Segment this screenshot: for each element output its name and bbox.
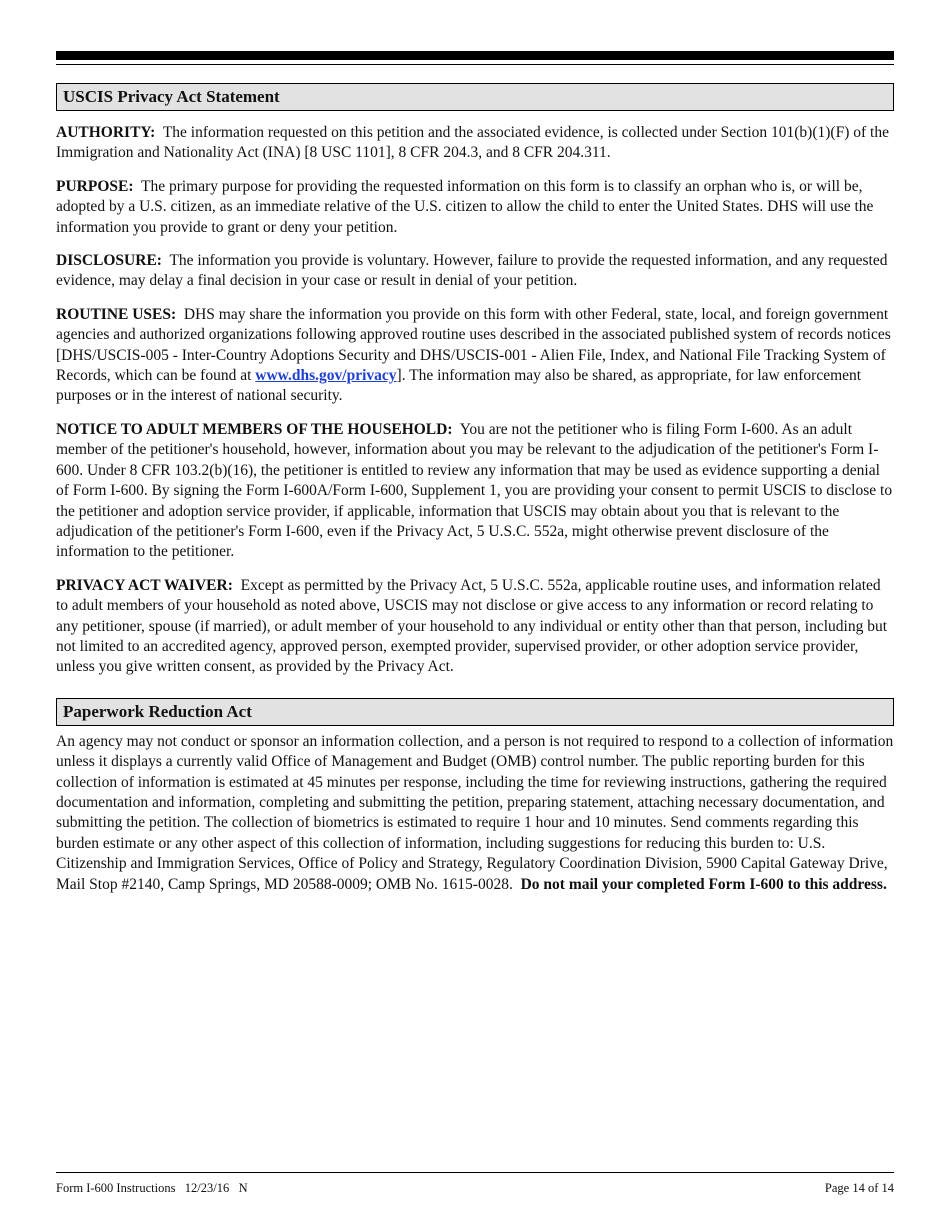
document-content [56,83,894,908]
purpose-lead: PURPOSE: [56,177,134,195]
notice-paragraph [56,420,894,563]
authority-lead: AUTHORITY: [56,124,156,141]
footer-form-info: Form I-600 Instructions 12/23/16 N [56,1181,248,1195]
footer-rule [56,1172,894,1173]
purpose-paragraph [56,177,894,238]
authority-paragraph [56,123,894,164]
header-thick-rule [56,51,894,60]
dhs-privacy-link[interactable]: www.dhs.gov/privacy [255,367,397,385]
header-thin-rule [56,64,894,65]
disclosure-lead: DISCLOSURE: [56,252,162,270]
paperwork-section-title: Paperwork Reduction Act [56,698,894,726]
authority-text: The information requested on this petition and the associated evidence, is collected under Section 101(b)(1)(F) of the Immigration and Nationality Act (INA) [8 USC 1101], 8 CFR 204.3, and 8 CFR 204.311. [56,124,889,162]
paperwork-section-body [56,732,894,895]
waiver-text: Except as permitted by the Privacy Act, 5 U.S.C. 552a, applicable routine uses, and information related to adult members of your household as noted above, USCIS may not disclose or give access to any information or record relating to any petitioner, spouse (if married), or adult member of your household to any individual or entity other than that person, including but not limited to an accredited agency, approved person, exempted provider, supervised provider, or other adoption service provider, unless you give written consent, as provided by the Privacy Act. [56,576,888,676]
disclosure-paragraph [56,251,894,292]
waiver-paragraph [56,576,894,678]
routine-uses-lead: ROUTINE USES: [56,305,177,323]
waiver-lead: PRIVACY ACT WAIVER: [56,576,233,594]
privacy-section-body [56,123,894,678]
paperwork-text: An agency may not conduct or sponsor an information collection, and a person is not required to respond to a collection of information unless it displays a currently valid Office of Management and Budget (OMB) control number. The public reporting burden for this collection of information is estimated at 45 minutes per response, including the time for reviewing instructions, gathering the required documentation and information, completing and submitting the petition, preparing statement, attaching necessary documentation, and submitting the petition. The collection of biometrics is estimated to require 1 hour and 10 minutes. Send comments regarding this burden estimate or any other aspect of this collection of information, including suggestions for reducing this burden to: U.S. Citizenship and Immigration Services, Office of Policy and Strategy, Regulatory Coordination Division, 5900 Capital Gateway Drive, Mail Stop #2140, Camp Springs, MD 20588-0009; OMB No. 1615-0028. [56,732,894,893]
notice-lead: NOTICE TO ADULT MEMBERS OF THE HOUSEHOLD: [56,420,453,438]
routine-uses-text-after: ]. The information may also be shared, as appropriate, for law enforcement purposes or in the interest of national security. [56,367,862,405]
routine-uses-text-before: DHS may share the information you provide on this form with other Federal, state, local, and foreign government agencies and authorized organizations following approved routine uses described in the associated published system of records notices [DHS/USCIS-005 - Inter-Country Adoptions Security and DHS/USCIS-001 - Alien File, Index, and National File Tracking System of Records, which can be found at [56,305,891,385]
routine-uses-paragraph [56,305,894,407]
disclosure-text: The information you provide is voluntary. However, failure to provide the requested information, and any requested evidence, may delay a final decision in your case or result in denial of your petition. [56,252,888,290]
notice-text: You are not the petitioner who is filing Form I-600. As an adult member of the petitioner's household, however, information about you may be relevant to the adjudication of the petitioner's Form I-600. Under 8 CFR 103.2(b)(16), the petitioner is entitled to review any information that may be used as evidence supporting a denial of Form I-600. By signing the Form I-600A/Form I-600, Supplement 1, you are providing your consent to permit USCIS to disclose to the petitioner and adoption service provider, if applicable, information that USCIS may obtain about you that is relevant to the adjudication of the petitioner's Form I-600, even if the Privacy Act, 5 U.S.C. 552a, might otherwise prevent disclosure of the information to the petitioner. [56,420,893,561]
privacy-section-title: USCIS Privacy Act Statement [56,83,894,111]
paperwork-bold-text: Do not mail your completed Form I-600 to this address. [520,875,887,893]
paperwork-paragraph [56,732,894,895]
purpose-text: The primary purpose for providing the requested information on this form is to classify an orphan who is, or will be, adopted by a U.S. citizen, as an immediate relative of the U.S. citizen to allow the child to enter the United States. DHS will use the information you provide to grant or deny your petition. [56,177,874,236]
footer-page-number: Page 14 of 14 [824,1181,894,1195]
